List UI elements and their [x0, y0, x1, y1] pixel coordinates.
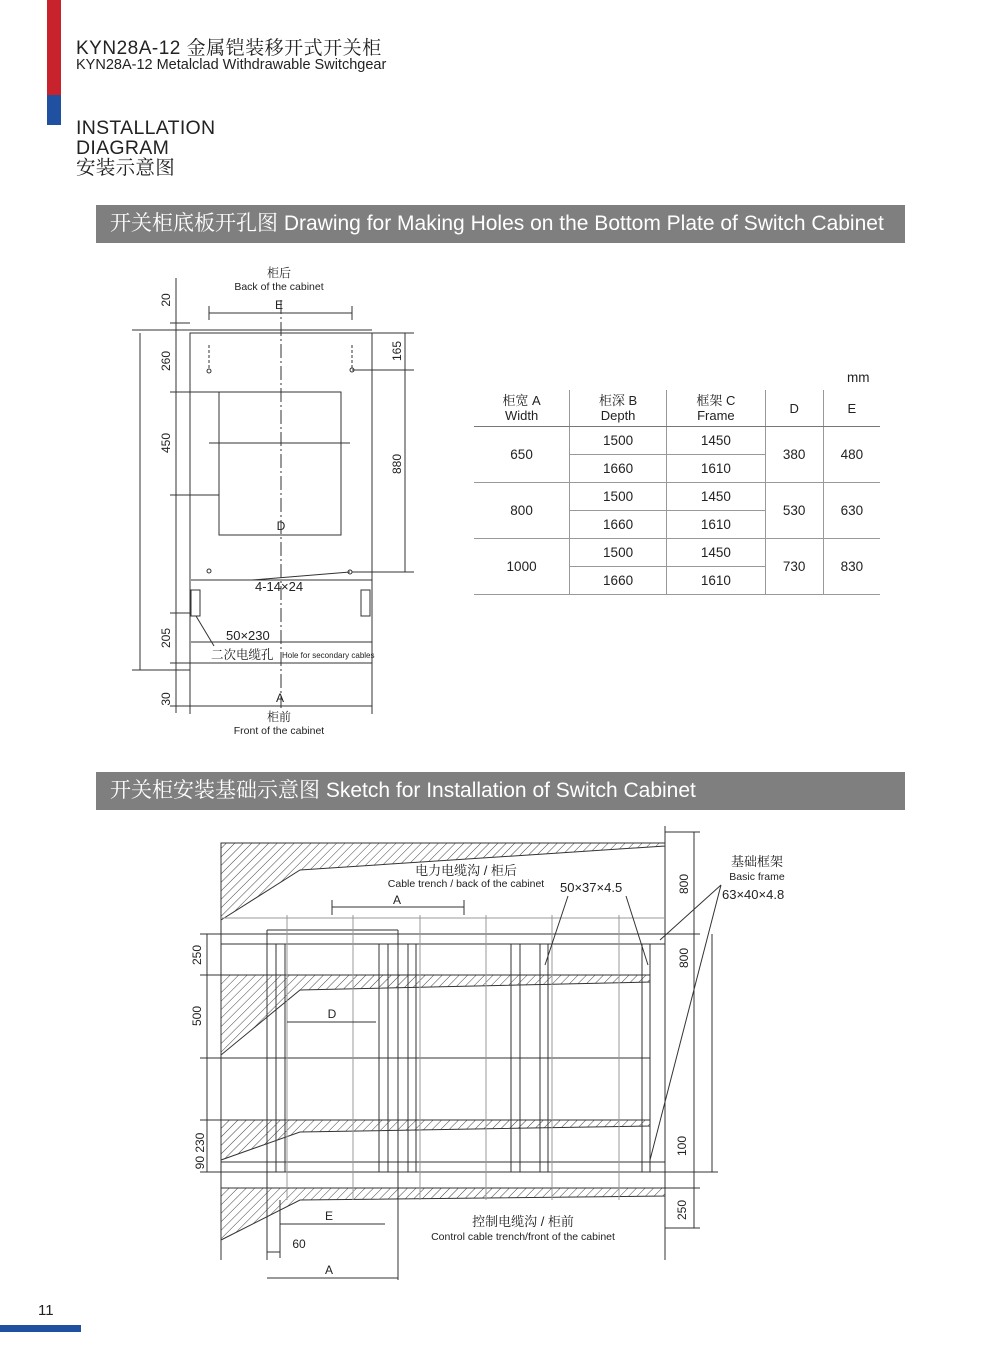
basic-frame-cn: 基础框架	[730, 854, 784, 869]
dim-450: 450	[159, 432, 173, 454]
secondary-hole-cn: 二次电缆孔	[211, 648, 274, 662]
cell-frame: 1610	[667, 567, 766, 595]
header-frame: 框架 C Frame	[667, 390, 766, 427]
power-trench-en: Cable trench / back of the cabinet	[387, 878, 545, 890]
section-title-line3: 安装示意图	[76, 157, 176, 179]
cell-frame: 1450	[667, 427, 766, 455]
back-label-en: Back of the cabinet	[234, 281, 324, 293]
power-trench-cn: 电力电缆沟 / 柜后	[415, 863, 517, 878]
dim-d-label: D	[276, 519, 286, 533]
cell-width: 650	[474, 427, 570, 483]
section-title-line1: INSTALLATION	[76, 117, 216, 139]
cell-width: 1000	[474, 539, 570, 595]
dim-260: 260	[159, 350, 173, 372]
dim-d: D	[327, 1007, 337, 1021]
dim-165: 165	[390, 340, 404, 362]
banner-installation-sketch: 开关柜安装基础示意图 Sketch for Installation of Switch Cabinet	[96, 772, 905, 810]
cell-depth: 1660	[570, 455, 667, 483]
section-title-line2: DIAGRAM	[76, 137, 170, 159]
doc-title-cn: KYN28A-12 金属铠装移开式开关柜	[76, 38, 382, 59]
header-width: 柜宽 A Width	[474, 390, 570, 427]
slot-label: 50×230	[226, 628, 270, 643]
dim-800-mid: 800	[677, 947, 691, 969]
header-depth: 柜深 B Depth	[570, 390, 667, 427]
header-d: D	[765, 390, 823, 427]
cell-depth: 1660	[570, 511, 667, 539]
cell-frame: 1610	[667, 455, 766, 483]
dim-250-left: 250	[190, 944, 204, 966]
dim-880: 880	[390, 453, 404, 475]
dim-e-label: E	[274, 298, 284, 312]
cell-depth: 1500	[570, 427, 667, 455]
header-e: E	[823, 390, 880, 427]
dim-20: 20	[159, 293, 173, 307]
cell-width: 800	[474, 483, 570, 539]
basic-frame-en: Basic frame	[729, 871, 785, 883]
dim-800-top: 800	[677, 873, 691, 895]
front-label-en: Front of the cabinet	[233, 725, 325, 737]
holes-label: 4-14×24	[255, 579, 304, 594]
dim-e: E	[324, 1209, 334, 1223]
control-trench-en: Control cable trench/front of the cabinet	[431, 1231, 615, 1243]
dim-500: 500	[190, 1005, 204, 1027]
page-number: 11	[38, 1302, 54, 1319]
front-label-cn: 柜前	[266, 710, 292, 724]
channel-size: 50×37×4.5	[560, 880, 623, 895]
footer-accent-bar	[0, 1325, 81, 1332]
cell-frame: 1450	[667, 539, 766, 567]
control-trench-cn: 控制电缆沟 / 柜前	[472, 1214, 574, 1229]
dim-90-230: 90 230	[193, 1132, 207, 1170]
secondary-hole-en: Hole for secondary cables	[282, 651, 375, 660]
cell-d: 530	[765, 483, 823, 539]
cell-frame: 1450	[667, 483, 766, 511]
cell-e: 480	[823, 427, 880, 483]
dim-a-label: A	[275, 691, 285, 705]
dim-a-bottom: A	[324, 1263, 334, 1277]
dim-60: 60	[292, 1237, 306, 1251]
basic-frame-size: 63×40×4.8	[722, 887, 785, 902]
dim-30: 30	[159, 692, 173, 706]
doc-title-en: KYN28A-12 Metalclad Withdrawable Switchgear	[76, 57, 387, 73]
cell-e: 630	[823, 483, 880, 539]
cell-depth: 1660	[570, 567, 667, 595]
cell-frame: 1610	[667, 511, 766, 539]
banner-bottom-plate: 开关柜底板开孔图 Drawing for Making Holes on the Bottom Plate of Switch Cabinet	[96, 205, 905, 243]
dim-100: 100	[675, 1135, 689, 1157]
cell-d: 380	[765, 427, 823, 483]
table-unit: mm	[847, 370, 870, 385]
cell-depth: 1500	[570, 483, 667, 511]
dim-250-right: 250	[675, 1199, 689, 1221]
cell-depth: 1500	[570, 539, 667, 567]
dim-205: 205	[159, 627, 173, 649]
back-label-cn: 柜后	[266, 266, 292, 280]
cell-d: 730	[765, 539, 823, 595]
cell-e: 830	[823, 539, 880, 595]
dim-a-top: A	[392, 893, 402, 907]
